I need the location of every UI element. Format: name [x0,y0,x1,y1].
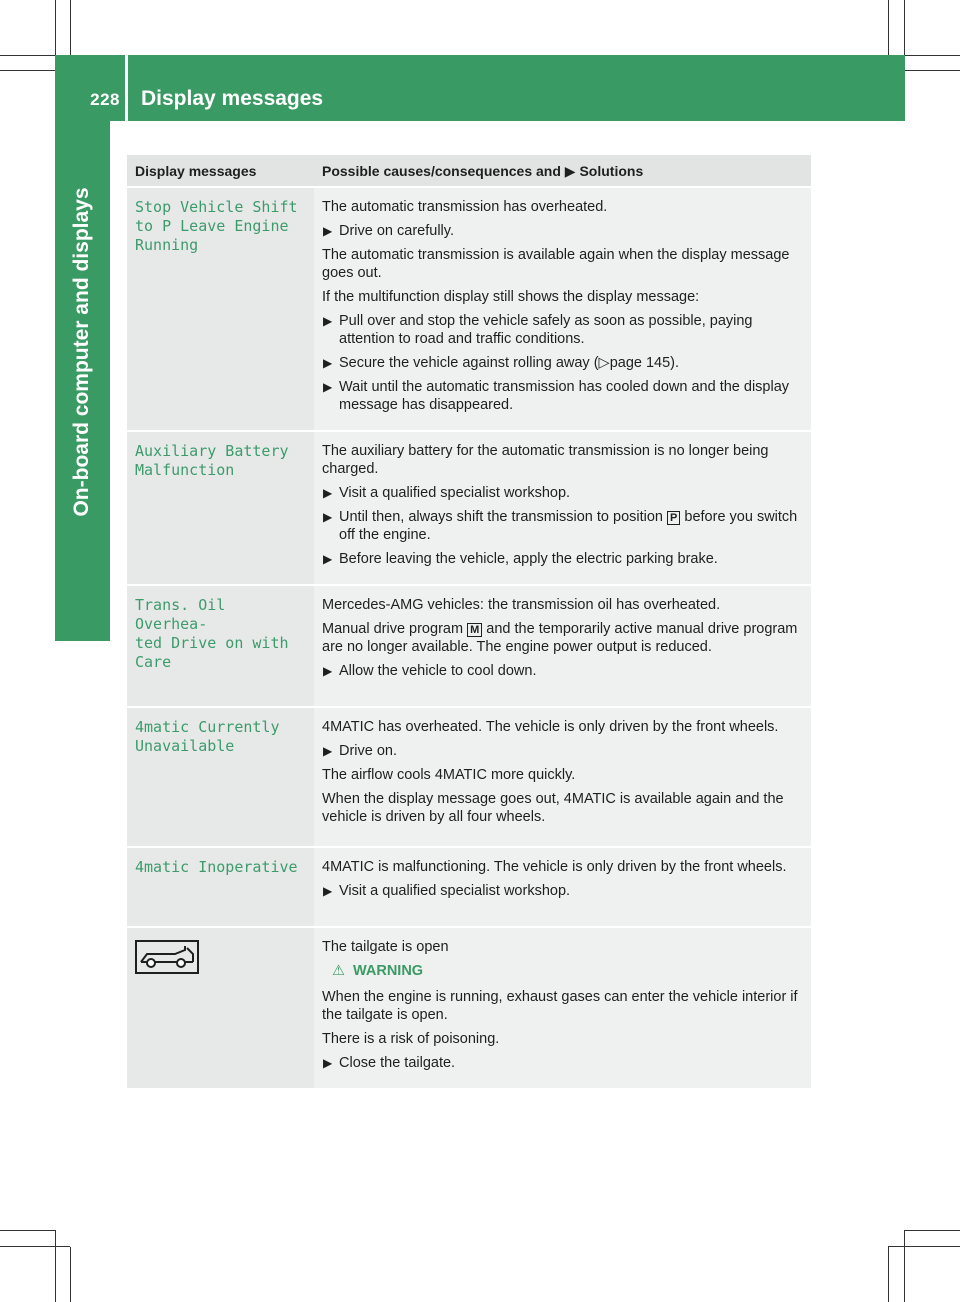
action-step [322,508,803,544]
action-text: Visit a qualified specialist workshop. [339,485,571,501]
crop-mark [888,1246,960,1247]
crop-mark [905,1230,960,1231]
crop-mark [0,1246,70,1247]
park-position-icon: P [667,511,680,525]
section-title: Display messages [141,87,324,110]
action-arrow-icon: ▶ [323,744,333,758]
message-line: Care [135,653,172,671]
action-step [322,662,803,680]
action-step [322,312,803,348]
column-header-solutions-text: Solutions [579,163,644,179]
description-text-part: Manual drive program [322,621,464,637]
warning-callout [332,962,803,980]
message-line: Trans. Oil Overhea- [135,596,226,633]
action-arrow-icon: ▶ [323,356,333,370]
display-message [127,847,314,927]
crop-mark [0,70,55,71]
action-arrow-icon: ▶ [323,510,333,524]
action-arrow-icon: ▶ [323,380,333,394]
action-step [322,882,803,900]
display-messages-table [127,155,811,1090]
action-step [322,222,803,240]
crop-mark [888,1247,889,1302]
description-text: The automatic transmission is available again when the display message goes out. [322,247,790,281]
crop-mark [70,1247,71,1302]
arrow-icon: ▶ [564,163,576,179]
description-text: The airflow cools 4MATIC more quickly. [322,767,576,783]
table-row [127,187,811,431]
message-line: Auxiliary Battery [135,442,289,460]
action-arrow-icon: ▶ [323,314,333,328]
warning-label: WARNING [353,963,424,979]
action-arrow-icon: ▶ [323,1056,333,1070]
crop-mark [0,1230,55,1231]
table-row [127,847,811,927]
header-divider [125,55,128,121]
crop-mark [70,0,71,55]
message-description [314,187,811,431]
table-row [127,431,811,585]
table-row [127,707,811,847]
chapter-tab-label: On-board computer and displays [70,187,93,517]
table-header-row [127,155,811,187]
action-arrow-icon: ▶ [323,486,333,500]
description-text: There is a risk of poisoning. [322,1031,500,1047]
description-text [322,620,803,656]
tailgate-open-icon [135,940,199,974]
display-message [127,927,314,1089]
action-step [322,742,803,760]
display-message [127,585,314,707]
table-row [127,927,811,1089]
description-text: If the multifunction display still shows the display message: [322,289,700,305]
action-text: before you switch off the engine. [339,509,798,543]
action-step [322,1054,803,1072]
description-text: 4MATIC is malfunctioning. The vehicle is only driven by the front wheels. [322,859,787,875]
page-ref-arrow-icon: ▷ [598,355,610,371]
message-description [314,431,811,585]
message-line: Running [135,236,199,254]
action-arrow-icon: ▶ [323,664,333,678]
action-text: Drive on carefully. [339,223,454,239]
action-text: Before leaving the vehicle, apply the electric parking brake. [339,551,718,567]
crop-mark [0,55,55,56]
message-line: 4matic Currently [135,718,280,736]
action-step [322,550,803,568]
manual-mode-icon: M [467,623,482,637]
action-arrow-icon: ▶ [323,224,333,238]
description-text: When the engine is running, exhaust gases can enter the vehicle interior if the tailgate is open. [322,989,798,1023]
action-text: Pull over and stop the vehicle safely as soon as possible, paying attention to road and traffic conditions. [339,313,753,347]
action-text: Visit a qualified specialist workshop. [339,883,571,899]
column-header-causes-text: Possible causes/consequences and [322,163,561,179]
message-line: Malfunction [135,461,235,479]
action-step [322,354,803,372]
action-text: Secure the vehicle against rolling away ( [339,355,599,371]
description-text: When the display message goes out, 4MATIC is available again and the vehicle is driven by all four wheels. [322,791,784,825]
page-number: 228 [90,90,120,109]
table-row [127,585,811,707]
column-header-causes [314,155,811,187]
message-description [314,847,811,927]
crop-mark [905,55,960,56]
description-text: The tailgate is open [322,939,449,955]
crop-mark [905,70,960,71]
action-arrow-icon: ▶ [323,552,333,566]
action-arrow-icon: ▶ [323,884,333,898]
crop-mark [904,1230,905,1302]
action-step [322,484,803,502]
action-step [322,378,803,414]
message-line: 4matic Inoperative [135,858,298,876]
display-message [127,707,314,847]
page-reference[interactable]: page 145 [609,355,671,371]
message-line: Stop Vehicle Shift [135,198,298,216]
action-text: Until then, always shift the transmission to position [339,509,663,525]
description-text: The auxiliary battery for the automatic transmission is no longer being charged. [322,443,769,477]
warning-triangle-icon: ⚠ [332,963,345,979]
message-line: Unavailable [135,737,235,755]
description-text: 4MATIC has overheated. The vehicle is only driven by the front wheels. [322,719,779,735]
message-description [314,585,811,707]
message-description [314,927,811,1089]
action-text: ). [670,355,680,371]
message-line: to P Leave Engine [135,217,289,235]
crop-mark [888,0,889,55]
action-text: Drive on. [339,743,398,759]
display-message [127,187,314,431]
description-text: Mercedes-AMG vehicles: the transmission oil has overheated. [322,597,721,613]
action-text: Close the tailgate. [339,1055,456,1071]
action-text: Allow the vehicle to cool down. [339,663,537,679]
message-line: ted Drive on with [135,634,289,652]
description-text: The automatic transmission has overheated. [322,199,608,215]
message-description [314,707,811,847]
description-text-part: and the temporarily active manual drive program are no longer available. The engine power output is reduced. [322,621,798,655]
crop-mark [55,1230,56,1302]
display-message [127,431,314,585]
column-header-messages: Display messages [127,155,314,187]
action-text: Wait until the automatic transmission has cooled down and the display message has disappeared. [339,379,790,413]
